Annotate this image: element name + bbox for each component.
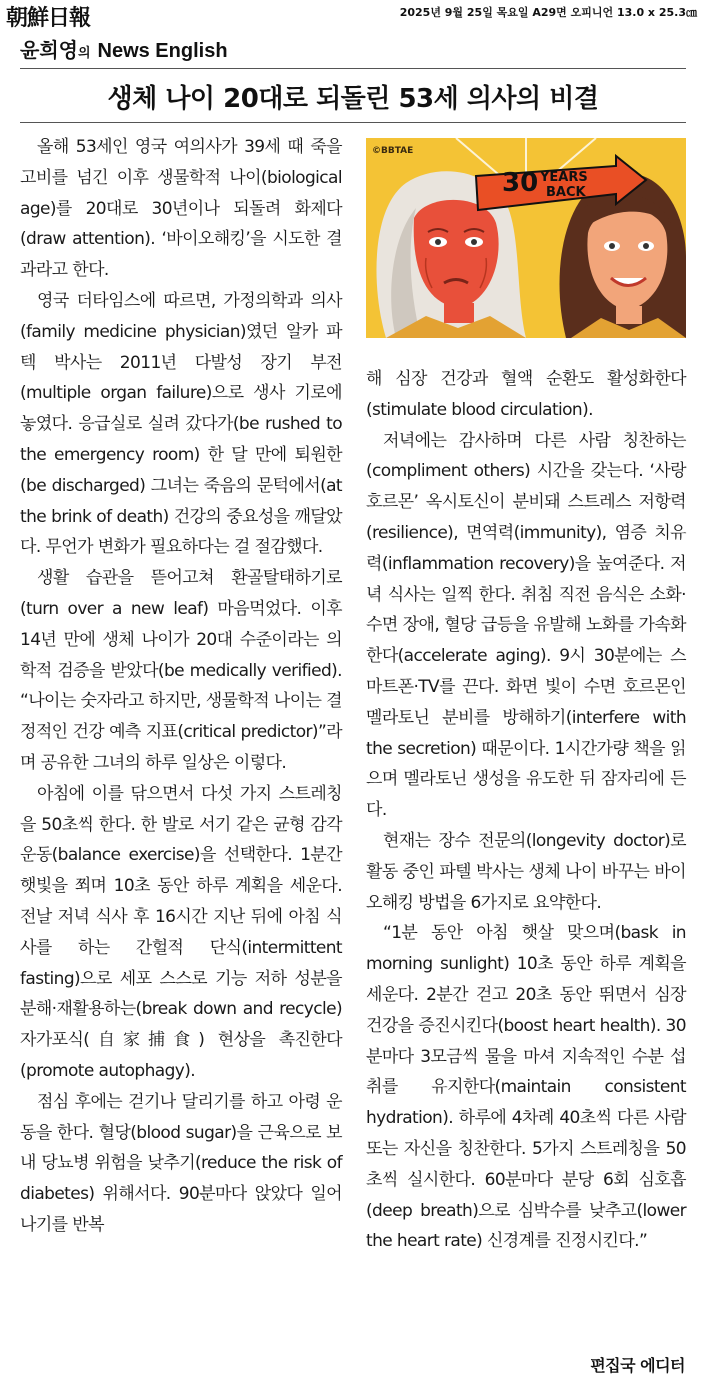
body-paragraph: 영국 더타임스에 따르면, 가정의학과 의사(family medicine physician)였던 알카 파텍 박사는 2011년 다발성 장기 부전(multiple organ failure)으로 생사 기로에 놓였다. 응급실로 실려 갔다가(be rushed to the emergency room) 한 달 만에 퇴원한(be discharged) 그녀는 죽음의 문턱에서(at the brink of death) 건강의 중요성을 깨달았다. 무언가 변화가 필요하다는 걸 절감했다. [20, 290, 342, 558]
body-column-left [20, 132, 342, 1241]
byline: 편집국 에디터 [590, 1356, 685, 1375]
column-title: News English [97, 40, 228, 62]
dateline: 2025년 9월 25일 목요일 A29면 오피니언 13.0 x 25.3㎝ [399, 6, 697, 19]
column-name [20, 34, 228, 63]
column-particle: 의 [77, 46, 91, 61]
top-rule [20, 68, 686, 69]
newspaper-logo: 朝鮮日報 [6, 5, 91, 31]
body-paragraph: 저녁에는 감사하며 다른 사람 칭찬하는(compliment others) 시간을 갖는다. ‘사랑 호르몬’ 옥시토신이 분비돼 스트레스 저항력(resilience), 면역력(immunity), 염증 치유력(inflammation recovery)을 높여준다. 저녁 식사는 일찍 한다. 취침 직전 음식은 소화·수면 장애, 혈당 급등을 유발해 노화를 가속화한다(accelerate aging). 9시 30분에는 스마트폰·TV를 끈다. 화면 빛이 수면 호르몬인 멜라토닌 분비를 방해하기(interfere with the secretion) 때문이다. 1시간가량 책을 읽으며 멜라토닌 생성을 유도한 뒤 잠자리에 든다. [366, 430, 686, 821]
headline: 생체 나이 20대로 되돌린 53세 의사의 비결 [107, 84, 599, 114]
body-paragraph: “1분 동안 아침 햇살 맞으며(bask in morning sunlight) 10초 동안 하루 계획을 세운다. 2분간 걷고 20초 동안 뛰면서 심장 건강을 증진시킨다(boost heart health). 30분마다 3모금씩 물을 마셔 지속적인 수분 섭취를 유지한다(maintain consistent hydration). 하루에 4차례 40초씩 다른 사람 또는 자신을 칭찬한다. 5가지 스트레칭을 50초씩 실시한다. 60분마다 분당 6회 심호흡(deep breath)으로 심박수를 낮추고(lower the heart rate) 신경계를 진정시킨다.” [366, 923, 686, 1252]
body-paragraph: 생활 습관을 뜯어고쳐 환골탈태하기로(turn over a new leaf) 마음먹었다. 이후 14년 만에 생체 나이가 20대 수준이라는 의학적 검증을 받았다(be medically verified). “나이는 숫자라고 하지만, 생물학적 나이는 결정적인 건강 예측 지표(critical predictor)”라며 공유한 그녀의 하루 일상은 이렇다. [20, 568, 342, 773]
column-author: 윤희영 [20, 38, 78, 62]
illustration [366, 138, 686, 338]
sign-line1: YEARS [540, 170, 588, 185]
body-paragraph: 올해 53세인 영국 여의사가 39세 때 죽을 고비를 넘긴 이후 생물학적 나이(biological age)를 20대로 30년이나 되돌려 화제다(draw attention). ‘바이오해킹’을 시도한 결과라고 한다. [20, 137, 342, 281]
body-paragraph: 점심 후에는 걷기나 달리기를 하고 아령 운동을 한다. 혈당(blood sugar)을 근육으로 보내 당뇨병 위험을 낮추기(reduce the risk of diabetes) 위해서다. 90분마다 앉았다 일어나기를 반복 [20, 1091, 342, 1235]
sign-line2: BACK [546, 185, 586, 200]
body-paragraph: 해 심장 건강과 혈액 순환도 활성화한다(stimulate blood circulation). [366, 369, 686, 420]
headline-rule [20, 122, 686, 123]
body-paragraph: 아침에 이를 닦으면서 다섯 가지 스트레칭을 50초씩 한다. 한 발로 서기 같은 균형 감각 운동(balance exercise)을 선택한다. 1분간 햇빛을 쬐며 10초 동안 하루 계획을 세운다. 전날 저녁 식사 후 16시간 지난 뒤에 아침 식사를 하는 간헐적 단식(intermittent fasting)으로 세포 스스로 기능 저하 성분을 분해·재활용하는(break down and recycle) 자가포식(自家捕食) 현상을 촉진한다(promote autophagy). [20, 783, 342, 1081]
sign-number: 30 [502, 168, 539, 198]
illustration-credit: ©BBTAE [372, 146, 414, 156]
body-paragraph: 현재는 장수 전문의(longevity doctor)로 활동 중인 파텔 박사는 생체 나이 바꾸는 바이오해킹 방법을 6가지로 요약한다. [366, 830, 686, 913]
body-column-right [366, 364, 686, 1257]
masthead [0, 0, 701, 31]
